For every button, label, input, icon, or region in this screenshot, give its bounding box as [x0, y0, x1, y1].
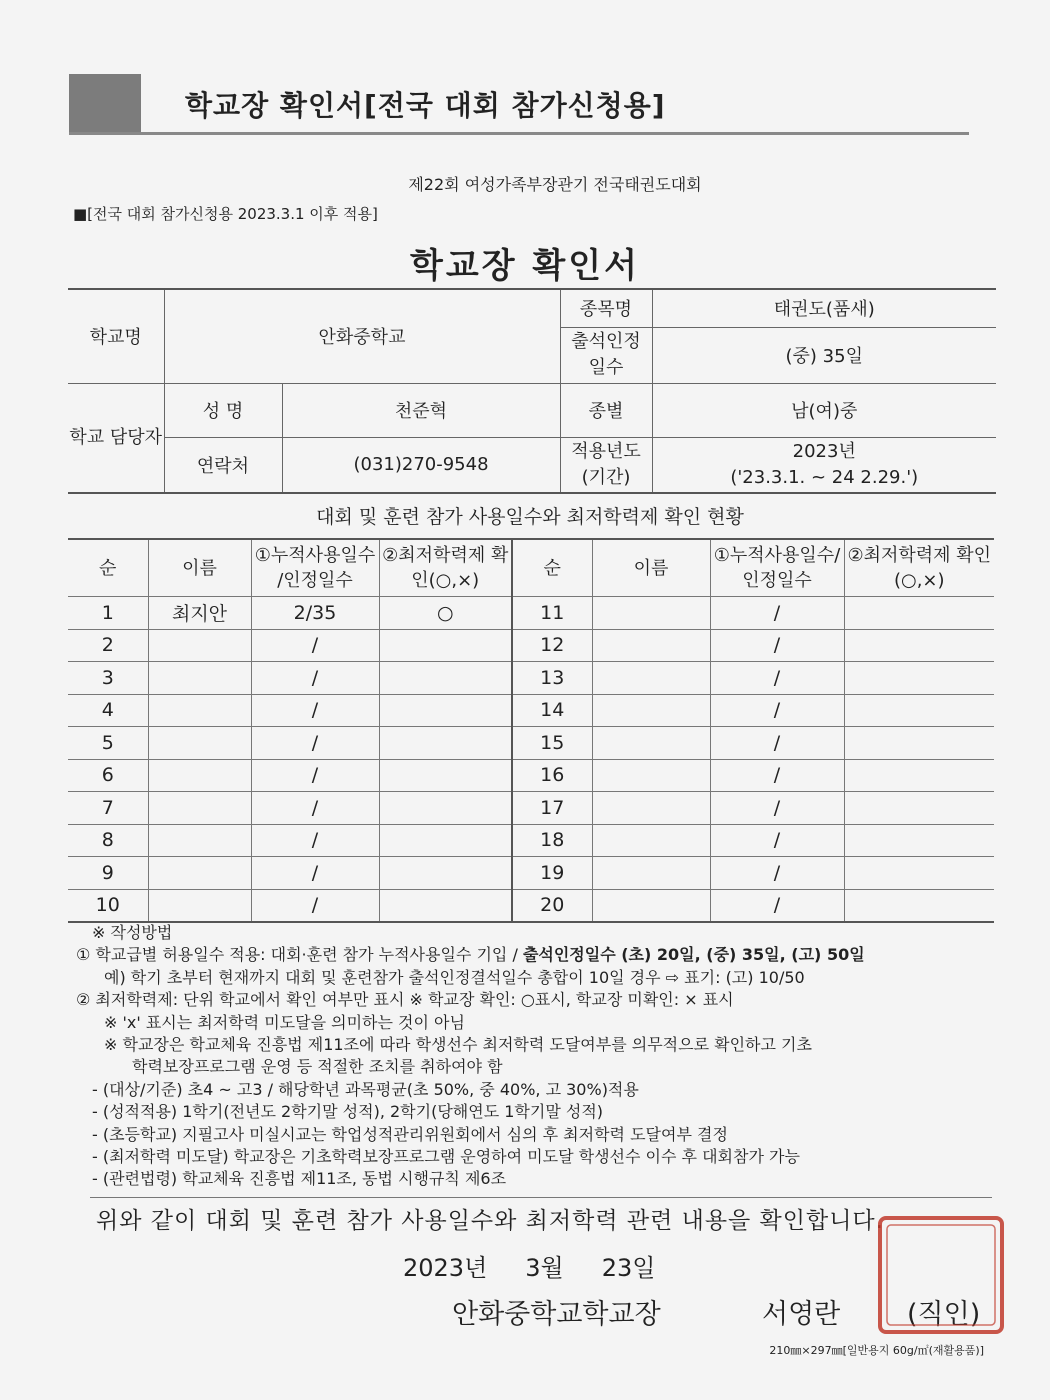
row-check	[379, 792, 512, 825]
year-label: 적용년도 (기간)	[560, 437, 652, 493]
row-days: /	[710, 889, 844, 922]
table-row	[68, 824, 994, 857]
roster-table	[68, 538, 994, 923]
row-name	[592, 759, 710, 792]
row-no: 6	[68, 759, 148, 792]
note-4: ※ 학교장은 학교체육 진흥법 제11조에 따라 학생선수 최저학력 도달여부를 의무적으로 확인하고 기초	[104, 1035, 812, 1055]
row-check	[379, 824, 512, 857]
roster-header-row	[68, 539, 994, 597]
note-1-example: 예) 학기 초부터 현재까지 대회 및 훈련참가 출석인정결석일수 총합이 10일 경우 ⇨ 표기: (고) 10/50	[104, 967, 805, 987]
row-check	[844, 694, 994, 727]
row-no: 7	[68, 792, 148, 825]
row-name	[592, 597, 710, 630]
note-1	[76, 944, 1006, 966]
phone-value: (031)270-9548	[282, 437, 560, 493]
table-row	[68, 857, 994, 890]
note-5: 학력보장프로그램 운영 등 적절한 조치를 취하여야 함	[132, 1057, 503, 1077]
row-check	[844, 597, 994, 630]
note-1-text: ① 학교급별 허용일수 적용: 대회·훈련 참가 누적사용일수 기입 /	[76, 945, 523, 965]
row-no: 3	[68, 662, 148, 695]
row-days: /	[710, 629, 844, 662]
attendance-label: 출석인정 일수	[560, 327, 652, 383]
row-name	[592, 727, 710, 760]
row-check: ○	[379, 597, 512, 630]
header-gray-block	[69, 74, 141, 134]
row-days: /	[710, 824, 844, 857]
header-no-left: 순	[68, 539, 148, 597]
row-name	[592, 857, 710, 890]
table-row	[68, 792, 994, 825]
row-days: /	[710, 792, 844, 825]
row-name	[148, 889, 251, 922]
date-day: 23일	[601, 1254, 656, 1282]
row-name	[592, 662, 710, 695]
principal-title: 안화중학교학교장	[452, 1299, 661, 1330]
header-name-right: 이름	[592, 539, 710, 597]
sign-date	[403, 1248, 693, 1283]
confirm-statement: 위와 같이 대회 및 훈련 참가 사용일수와 최저학력 관련 내용을 확인합니다.	[96, 1208, 884, 1234]
row-check	[379, 727, 512, 760]
row-days: /	[710, 857, 844, 890]
row-no: 13	[512, 662, 592, 695]
official-seal-stamp	[876, 1214, 1006, 1336]
row-name	[148, 694, 251, 727]
row-check	[379, 694, 512, 727]
period-value: ('23.3.1. ~ 24 2.29.')	[730, 466, 919, 488]
date-year: 2023년	[403, 1254, 488, 1282]
seal-label: (직인)	[907, 1299, 981, 1330]
row-no: 15	[512, 727, 592, 760]
row-name	[148, 662, 251, 695]
school-info-table	[68, 288, 996, 494]
row-no: 8	[68, 824, 148, 857]
header-title: 학교장 확인서[전국 대회 참가신청용]	[185, 89, 666, 122]
row-days: /	[251, 662, 379, 695]
row-days: /	[251, 694, 379, 727]
row-name	[148, 727, 251, 760]
row-no: 4	[68, 694, 148, 727]
year-cell	[652, 437, 996, 493]
applicable-note: ■[전국 대회 참가신청용 2023.3.1 이후 적용]	[73, 205, 378, 223]
gender-value: 남(여)중	[652, 383, 996, 437]
header-no-right: 순	[512, 539, 592, 597]
table-row	[68, 759, 994, 792]
row-check	[844, 889, 994, 922]
row-days: /	[251, 792, 379, 825]
row-days: /	[251, 629, 379, 662]
row-days: /	[710, 662, 844, 695]
note-7: - (성적적용) 1학기(전년도 2학기말 성적), 2학기(당해연도 1학기말 성적)	[92, 1102, 604, 1122]
row-no: 16	[512, 759, 592, 792]
date-month: 3월	[525, 1254, 564, 1282]
header-name-left: 이름	[148, 539, 251, 597]
table-row	[68, 889, 994, 922]
row-no: 19	[512, 857, 592, 890]
event-name: 제22회 여성가족부장관기 전국태권도대회	[408, 175, 702, 194]
row-days: /	[710, 694, 844, 727]
row-days: 2/35	[251, 597, 379, 630]
row-days: /	[251, 857, 379, 890]
event-label: 종목명	[560, 289, 652, 327]
row-name	[592, 694, 710, 727]
row-name	[148, 759, 251, 792]
main-title: 학교장 확인서	[410, 246, 640, 286]
row-check	[379, 662, 512, 695]
notes-divider	[90, 1197, 992, 1198]
signature-line	[452, 1292, 981, 1331]
row-no: 5	[68, 727, 148, 760]
note-9: - (최저학력 미도달) 학교장은 기초학력보장프로그램 운영하여 미도달 학생선수 이수 후 대회참가 가능	[92, 1147, 800, 1167]
header-underline	[69, 132, 969, 135]
school-label: 학교명	[68, 289, 164, 383]
row-name	[148, 629, 251, 662]
phone-label: 연락처	[164, 437, 282, 493]
row-name	[148, 792, 251, 825]
row-check	[844, 629, 994, 662]
name-value: 천준혁	[282, 383, 560, 437]
table-row	[68, 694, 994, 727]
row-no: 17	[512, 792, 592, 825]
row-no: 2	[68, 629, 148, 662]
row-no: 20	[512, 889, 592, 922]
row-days: /	[251, 889, 379, 922]
note-6: - (대상/기준) 초4 ~ 고3 / 해당학년 과목평균(초 50%, 중 40%, 고 30%)적용	[92, 1079, 639, 1099]
row-check	[379, 857, 512, 890]
school-value: 안화중학교	[164, 289, 560, 383]
event-value: 태권도(품새)	[652, 289, 996, 327]
row-check	[844, 759, 994, 792]
row-check	[844, 792, 994, 825]
row-days: /	[251, 824, 379, 857]
note-1-bold: 출석인정일수 (초) 20일, (중) 35일, (고) 50일	[522, 945, 865, 965]
header-days-right: ①누적사용일수/ 인정일수	[710, 539, 844, 597]
contact-person-label: 학교 담당자	[68, 383, 164, 493]
notes-heading: ※ 작성방법	[92, 923, 173, 942]
row-days: /	[710, 727, 844, 760]
note-2: ② 최저학력제: 단위 학교에서 확인 여부만 표시 ※ 학교장 확인: ○표시, 학교장 미확인: × 표시	[76, 990, 734, 1010]
header-check-left: ②최저학력제 확인(○,×)	[379, 539, 512, 597]
row-days: /	[710, 759, 844, 792]
row-no: 9	[68, 857, 148, 890]
row-days: /	[251, 759, 379, 792]
row-check	[844, 857, 994, 890]
row-no: 14	[512, 694, 592, 727]
row-name	[592, 792, 710, 825]
table-row	[68, 727, 994, 760]
header-check-right: ②최저학력제 확인(○,×)	[844, 539, 994, 597]
row-name	[592, 889, 710, 922]
table-row	[68, 662, 994, 695]
row-name: 최지안	[148, 597, 251, 630]
table-row	[68, 629, 994, 662]
row-no: 1	[68, 597, 148, 630]
row-name	[148, 824, 251, 857]
status-title: 대회 및 훈련 참가 사용일수와 최저학력제 확인 현황	[316, 506, 744, 528]
row-no: 18	[512, 824, 592, 857]
year-value: 2023년	[792, 440, 856, 462]
writing-instructions	[76, 922, 1006, 1191]
row-no: 10	[68, 889, 148, 922]
row-days: /	[710, 597, 844, 630]
principal-name: 서영란	[762, 1299, 841, 1330]
note-10: - (관련법령) 학교체육 진흥법 제11조, 동법 시행규칙 제6조	[92, 1169, 507, 1189]
row-check	[379, 889, 512, 922]
row-name	[592, 824, 710, 857]
row-check	[844, 662, 994, 695]
gender-label: 종별	[560, 383, 652, 437]
header-days-left: ①누적사용일수 /인정일수	[251, 539, 379, 597]
row-days: /	[251, 727, 379, 760]
row-check	[844, 824, 994, 857]
table-row	[68, 597, 994, 630]
attendance-value: (중) 35일	[652, 327, 996, 383]
row-check	[379, 629, 512, 662]
row-check	[379, 759, 512, 792]
row-no: 11	[512, 597, 592, 630]
row-name	[148, 857, 251, 890]
note-3: ※ 'x' 표시는 최저학력 미도달을 의미하는 것이 아님	[104, 1012, 465, 1032]
paper-spec: 210㎜×297㎜[일반용지 60g/㎡(재활용품)]	[769, 1344, 984, 1357]
row-no: 12	[512, 629, 592, 662]
note-8: - (초등학교) 지필고사 미실시교는 학업성적관리위원회에서 심의 후 최저학력 도달여부 결정	[92, 1124, 728, 1144]
name-label: 성 명	[164, 383, 282, 437]
row-name	[592, 629, 710, 662]
row-check	[844, 727, 994, 760]
